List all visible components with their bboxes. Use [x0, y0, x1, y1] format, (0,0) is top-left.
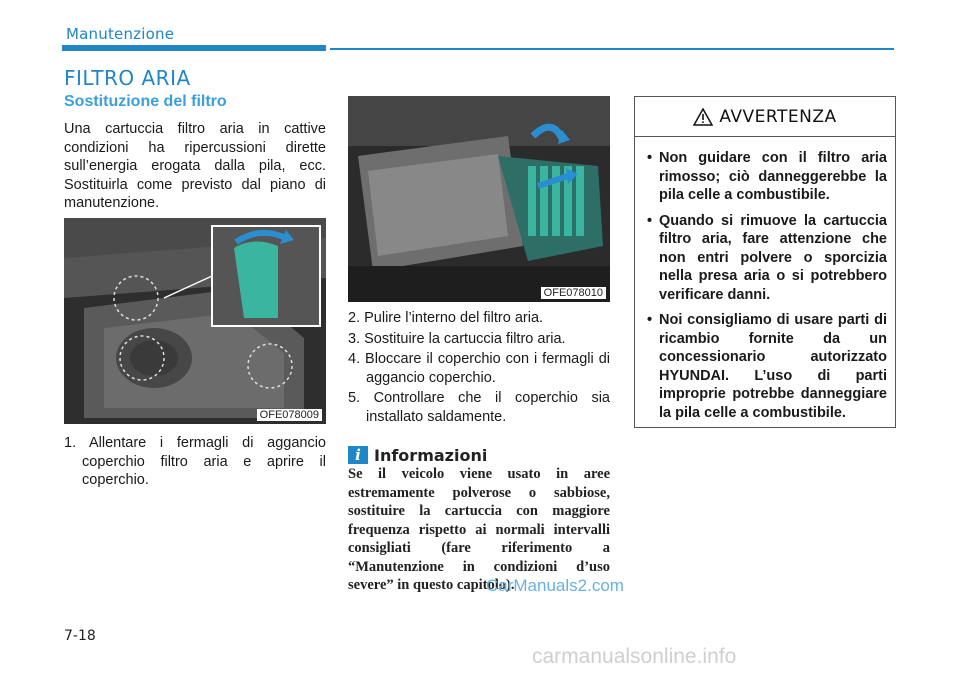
page-number: 7-18 — [64, 628, 96, 644]
warning-list — [635, 137, 895, 422]
header-rule-thin — [330, 48, 894, 50]
photo-code-2: OFE078010 — [541, 287, 606, 299]
warning-triangle-icon — [693, 108, 713, 126]
info-icon: i — [348, 446, 368, 464]
intro-paragraph: Una cartuccia filtro aria in cattive condizioni ha ripercussioni dirette sull’energia erogata dalla pila, ecc. Sostituirla come previsto dal piano di manutenzione. — [64, 121, 326, 211]
step-item: 1. Allentare i fermagli di aggancio coperchio filtro aria e aprire il coperchio. — [64, 435, 326, 488]
page-title: FILTRO ARIA — [64, 66, 191, 90]
warning-header — [635, 97, 895, 137]
step-item: 2. Pulire l’interno del filtro aria. — [348, 310, 544, 326]
steps-list-left — [64, 434, 326, 492]
info-body: Se il veicolo viene usato in aree estremamente polverose o sabbiose, sostituire la cartuccia con maggiore frequenza rispetto ai normali intervalli consigliati (fare riferimento a “Manutenzione in condizioni d’uso severe” in questo capitolo). — [348, 466, 610, 593]
warning-title: AVVERTENZA — [719, 106, 837, 127]
steps-list-right — [348, 309, 610, 428]
warning-item: • Noi consigliamo di usare parti di ricambio fornite da un concessionario autorizzato HYUNDAI. L’uso di parti improprie potrebbe danneggiare la pila celle a combustibile. — [645, 311, 887, 422]
warning-item: • Quando si rimuove la cartuccia filtro aria, fare attenzione che non entri polvere o sporcizia nella presa aria o si potrebbero verificare danni. — [645, 212, 887, 305]
engine-bay-photo-clips — [64, 218, 326, 424]
photo-code-1: OFE078009 — [257, 409, 322, 421]
section-subtitle: Sostituzione del filtro — [64, 93, 227, 110]
warning-box — [634, 96, 896, 428]
watermark-link[interactable]: CarManuals2.com — [486, 576, 624, 595]
step-item: 5. Controllare che il coperchio sia installato saldamente. — [348, 390, 610, 425]
footer-site-watermark: carmanualsonline.info — [532, 645, 737, 668]
engine-bay-illustration — [64, 218, 326, 424]
air-filter-illustration — [348, 96, 610, 302]
info-title: Informazioni — [374, 445, 488, 465]
header-section-label: Manutenzione — [66, 25, 175, 43]
warning-item: • Non guidare con il filtro aria rimosso; ciò danneggerebbe la pila celle a combustibile. — [645, 149, 887, 205]
header-rule-thick — [62, 45, 326, 51]
step-item: 4. Bloccare il coperchio con i fermagli di aggancio coperchio. — [348, 351, 610, 386]
engine-bay-photo-filter — [348, 96, 610, 302]
step-item: 3. Sostituire la cartuccia filtro aria. — [348, 330, 566, 347]
info-header — [348, 446, 487, 464]
